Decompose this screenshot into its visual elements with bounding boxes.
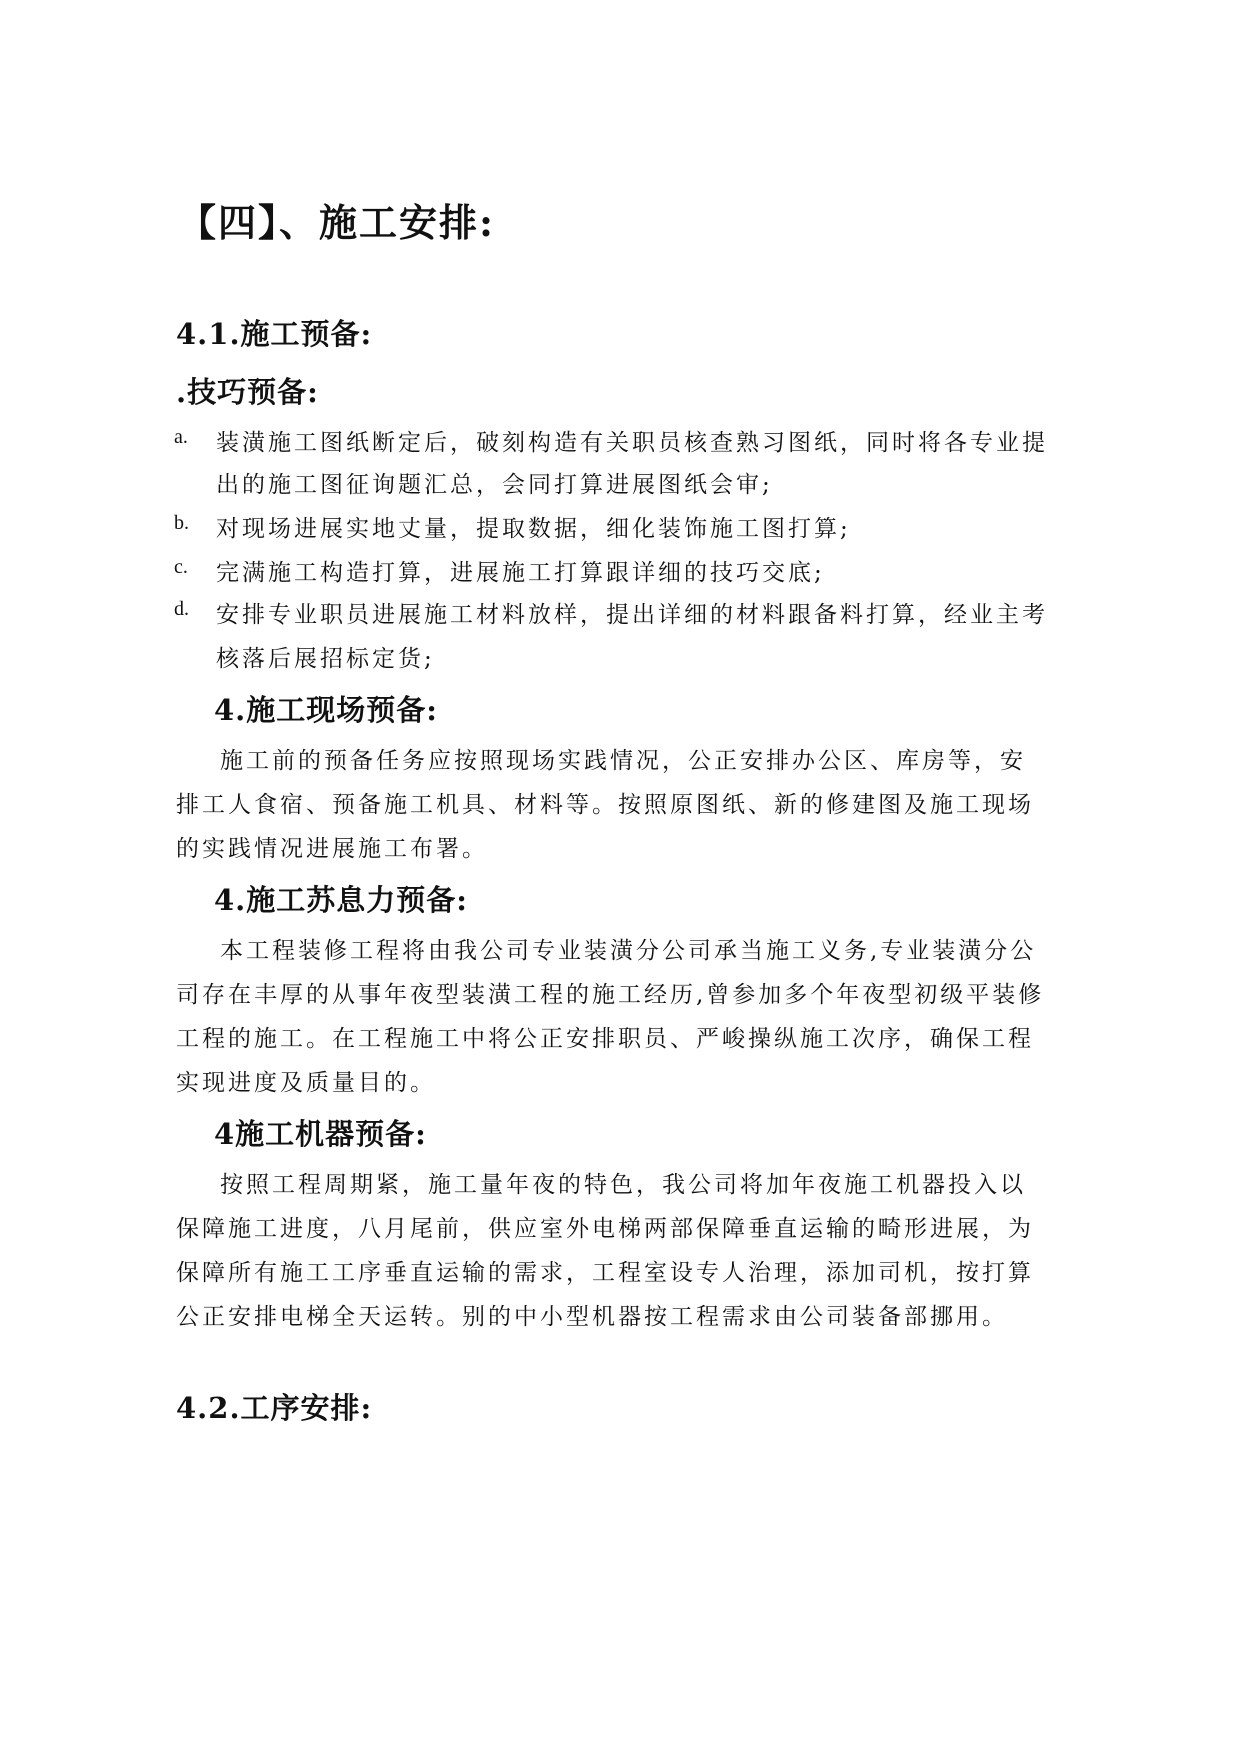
paragraph-line: 司存在丰厚的从事年夜型装潢工程的施工经历,曾参加多个年夜型初级平装修 xyxy=(176,982,1045,1008)
list-item-line: 核落后展招标定货; xyxy=(216,646,435,672)
paragraph-line: 实现进度及质量目的。 xyxy=(176,1070,436,1096)
section-title: 【四】、施工安排: xyxy=(178,200,496,245)
list-marker: d. xyxy=(174,598,189,620)
list-item-line: 装潢施工图纸断定后，破刻构造有关职员核查熟习图纸，同时将各专业提 xyxy=(216,430,1048,456)
paragraph-line: 保障施工进度，八月尾前，供应室外电梯两部保障垂直运输的畸形进展，为 xyxy=(176,1216,1034,1242)
heading-machine-prep: 4施工机器预备: xyxy=(214,1117,427,1151)
list-item-line: 对现场进展实地丈量，提取数据，细化装饰施工图打算; xyxy=(216,516,851,542)
heading-site-prep: 4.施工现场预备: xyxy=(214,693,438,727)
paragraph-line: 本工程装修工程将由我公司专业装潢分公司承当施工义务,专业装潢分公 xyxy=(220,938,1037,964)
heading-tech-prep: .技巧预备: xyxy=(176,375,319,409)
paragraph-line: 排工人食宿、预备施工机具、材料等。按照原图纸、新的修建图及施工现场 xyxy=(176,792,1034,818)
paragraph-line: 的实践情况进展施工布署。 xyxy=(176,836,488,862)
list-item-line: 完满施工构造打算，进展施工打算跟详细的技巧交底; xyxy=(216,560,825,586)
paragraph-line: 按照工程周期紧，施工量年夜的特色，我公司将加年夜施工机器投入以 xyxy=(220,1172,1026,1198)
heading-4-1: 4.1.施工预备: xyxy=(176,317,373,351)
list-marker: a. xyxy=(174,426,188,448)
paragraph-line: 工程的施工。在工程施工中将公正安排职员、严峻操纵施工次序，确保工程 xyxy=(176,1026,1034,1052)
list-marker: b. xyxy=(174,512,189,534)
list-item-line: 安排专业职员进展施工材料放样，提出详细的材料跟备料打算，经业主考 xyxy=(216,602,1048,628)
list-marker: c. xyxy=(174,556,188,578)
paragraph-line: 公正安排电梯全天运转。别的中小型机器按工程需求由公司装备部挪用。 xyxy=(176,1304,1008,1330)
paragraph-line: 保障所有施工工序垂直运输的需求，工程室设专人治理，添加司机，按打算 xyxy=(176,1260,1034,1286)
heading-labor-prep: 4.施工苏息力预备: xyxy=(214,883,468,917)
list-item-line: 出的施工图征询题汇总，会同打算进展图纸会审; xyxy=(216,472,773,498)
paragraph-line: 施工前的预备任务应按照现场实践情况，公正安排办公区、库房等，安 xyxy=(220,748,1026,774)
heading-4-2: 4.2.工序安排: xyxy=(176,1391,373,1425)
